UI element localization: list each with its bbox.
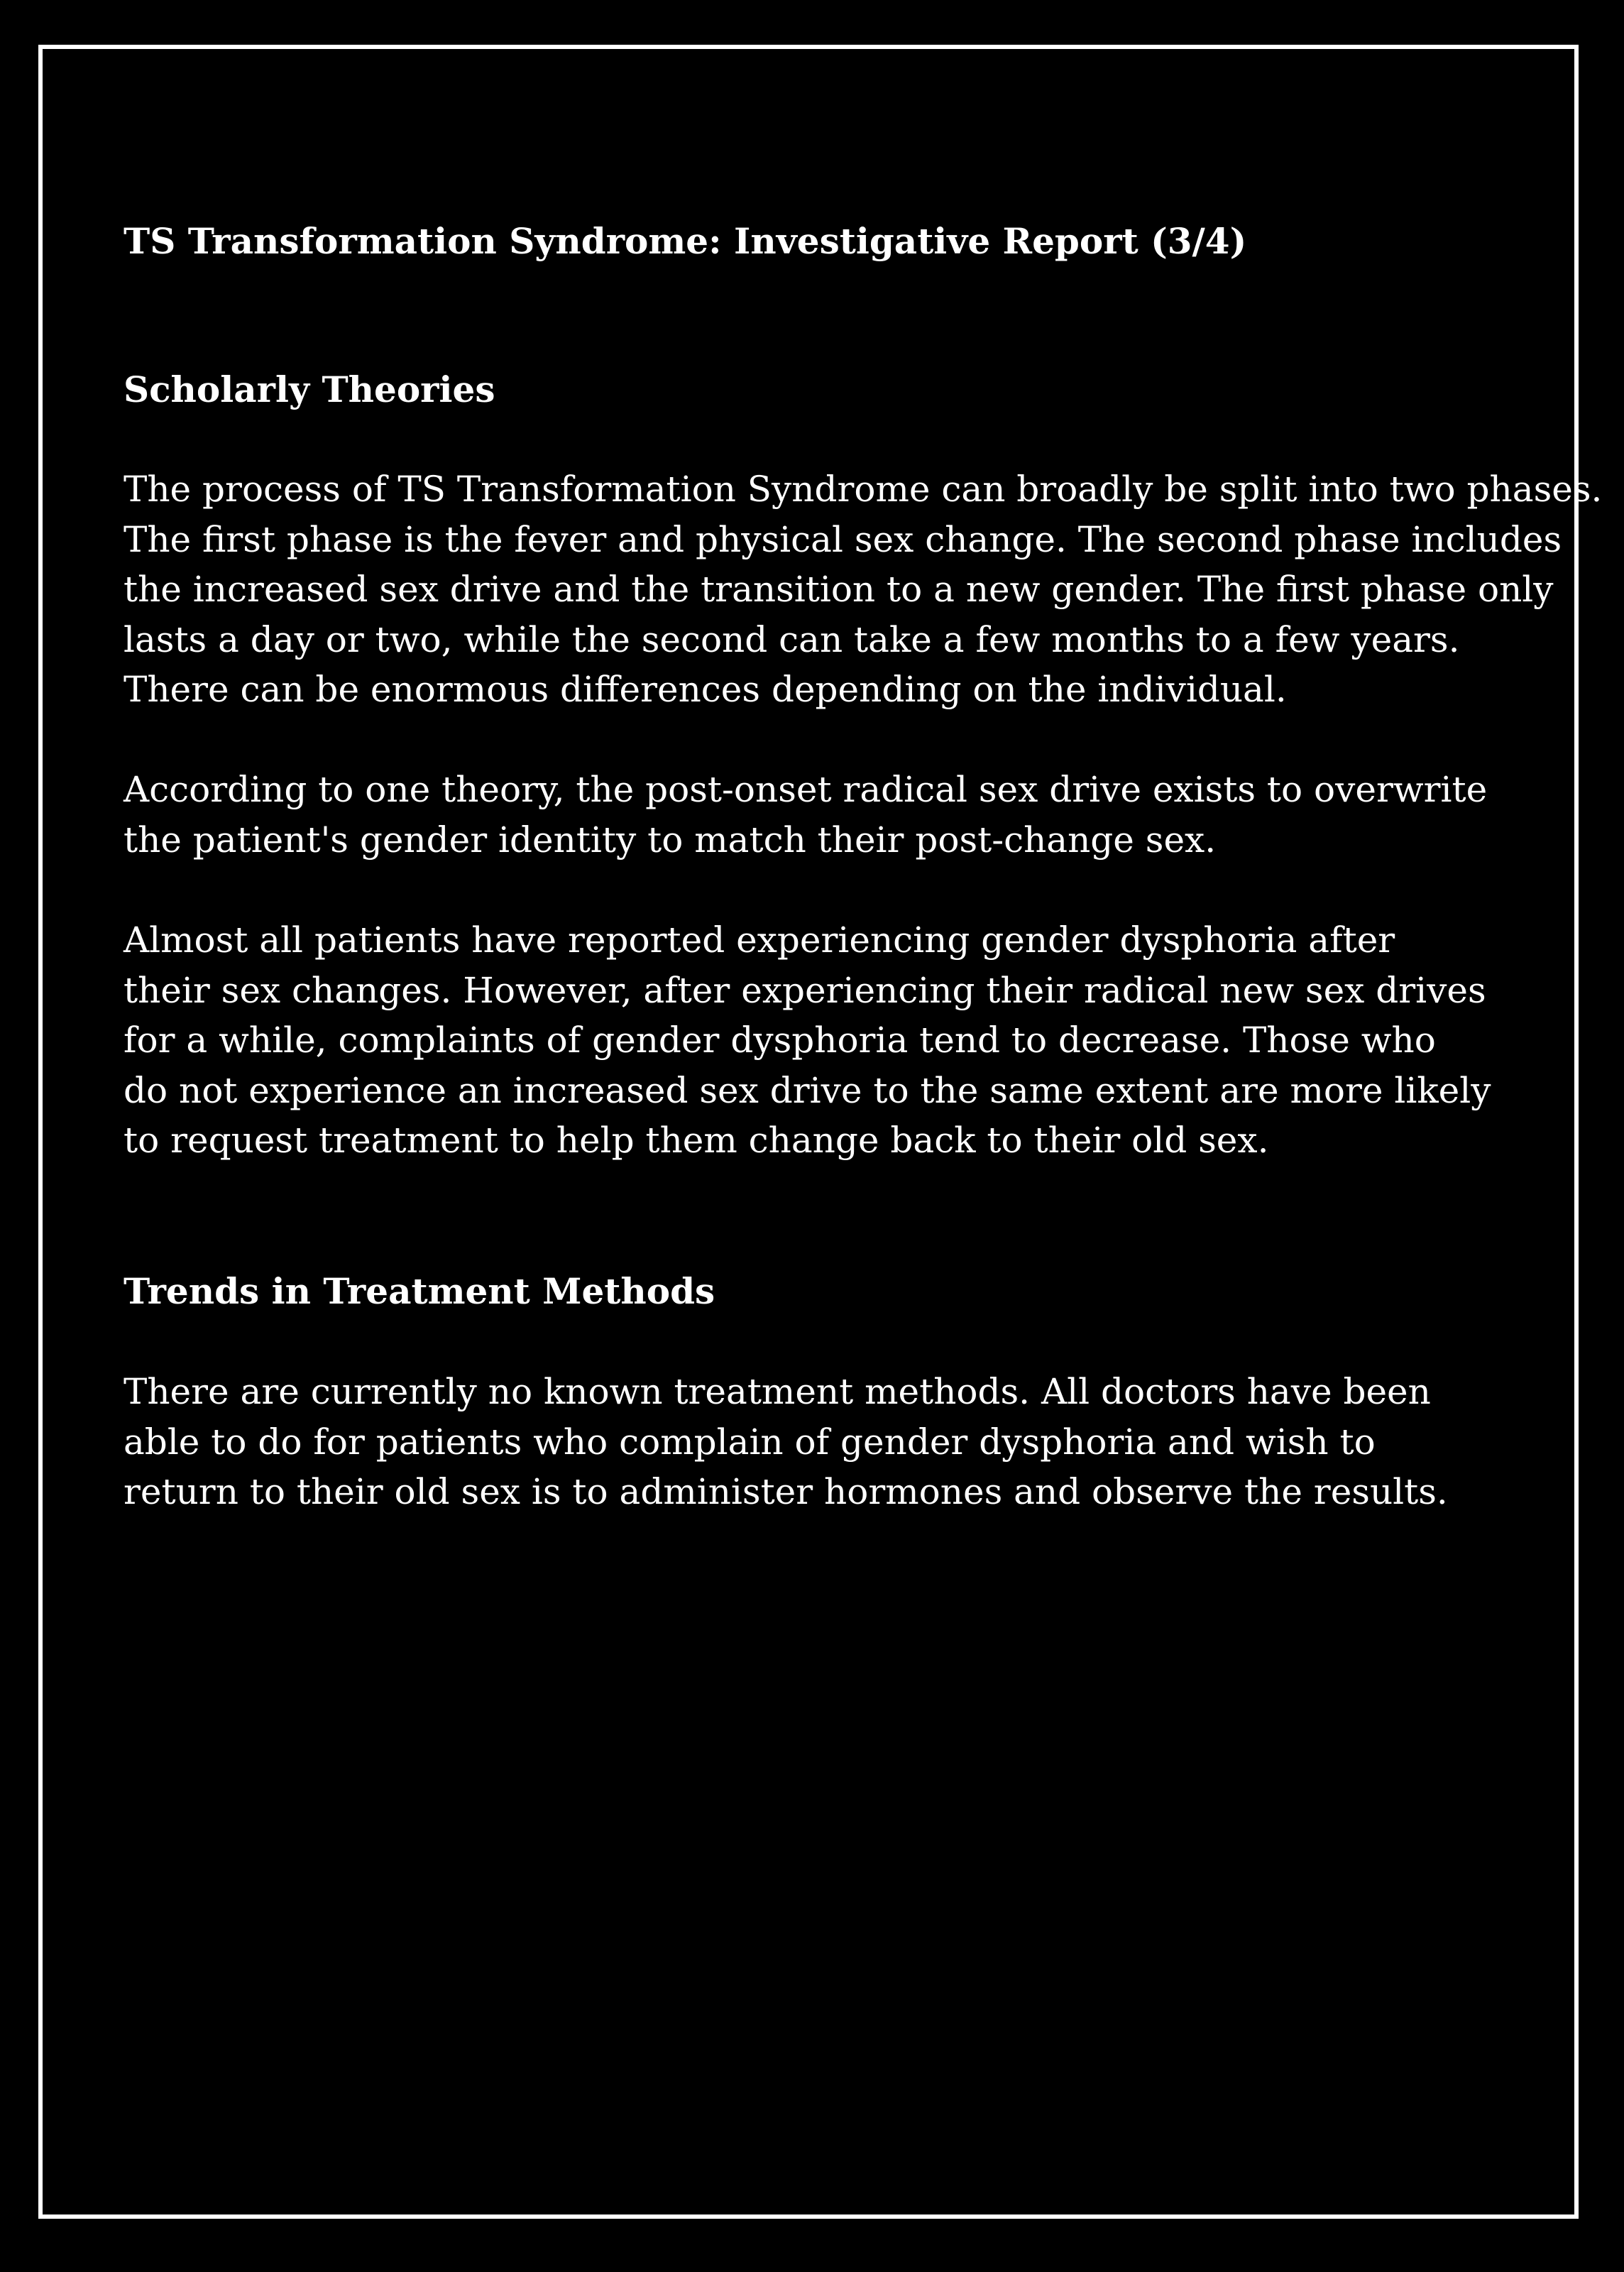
report-title: TS Transformation Syndrome: Investigative Report (3/4) xyxy=(124,220,1247,262)
paragraph-line: Almost all patients have reported experiencing gender dysphoria after xyxy=(124,919,1395,961)
section-heading-treatment-methods: Trends in Treatment Methods xyxy=(124,1270,715,1312)
paragraph-line: According to one theory, the post-onset radical sex drive exists to overwrite xyxy=(124,769,1488,810)
paragraph-line: The first phase is the fever and physical sex change. The second phase includes xyxy=(124,518,1562,560)
paragraph-line: for a while, complaints of gender dysphoria tend to decrease. Those who xyxy=(124,1020,1436,1061)
paragraph-line: able to do for patients who complain of gender dysphoria and wish to xyxy=(124,1421,1376,1463)
paragraph-line: There can be enormous differences depending on the individual. xyxy=(124,669,1287,710)
paragraph-line: lasts a day or two, while the second can take a few months to a few years. xyxy=(124,618,1460,660)
paragraph-treatment xyxy=(124,1367,1448,1517)
paragraph-theory xyxy=(124,765,1487,865)
paragraph-line: do not experience an increased sex drive to the same extent are more likely xyxy=(124,1069,1491,1111)
paragraph-line: There are currently no known treatment methods. All doctors have been xyxy=(124,1371,1431,1412)
paragraph-line: the increased sex drive and the transition to a new gender. The first phase only xyxy=(124,569,1554,610)
paragraph-line: return to their old sex is to administer hormones and observe the results. xyxy=(124,1471,1448,1512)
paragraph-line: to request treatment to help them change back to their old sex. xyxy=(124,1120,1269,1161)
paragraph-line: their sex changes. However, after experiencing their radical new sex drives xyxy=(124,969,1486,1011)
paragraph-line: the patient's gender identity to match their post-change sex. xyxy=(124,819,1217,861)
paragraph-phases xyxy=(124,464,1602,715)
paragraph-dysphoria xyxy=(124,915,1491,1166)
paragraph-line: The process of TS Transformation Syndrome can broadly be split into two phases. xyxy=(124,469,1603,510)
section-heading-scholarly-theories: Scholarly Theories xyxy=(124,368,495,410)
